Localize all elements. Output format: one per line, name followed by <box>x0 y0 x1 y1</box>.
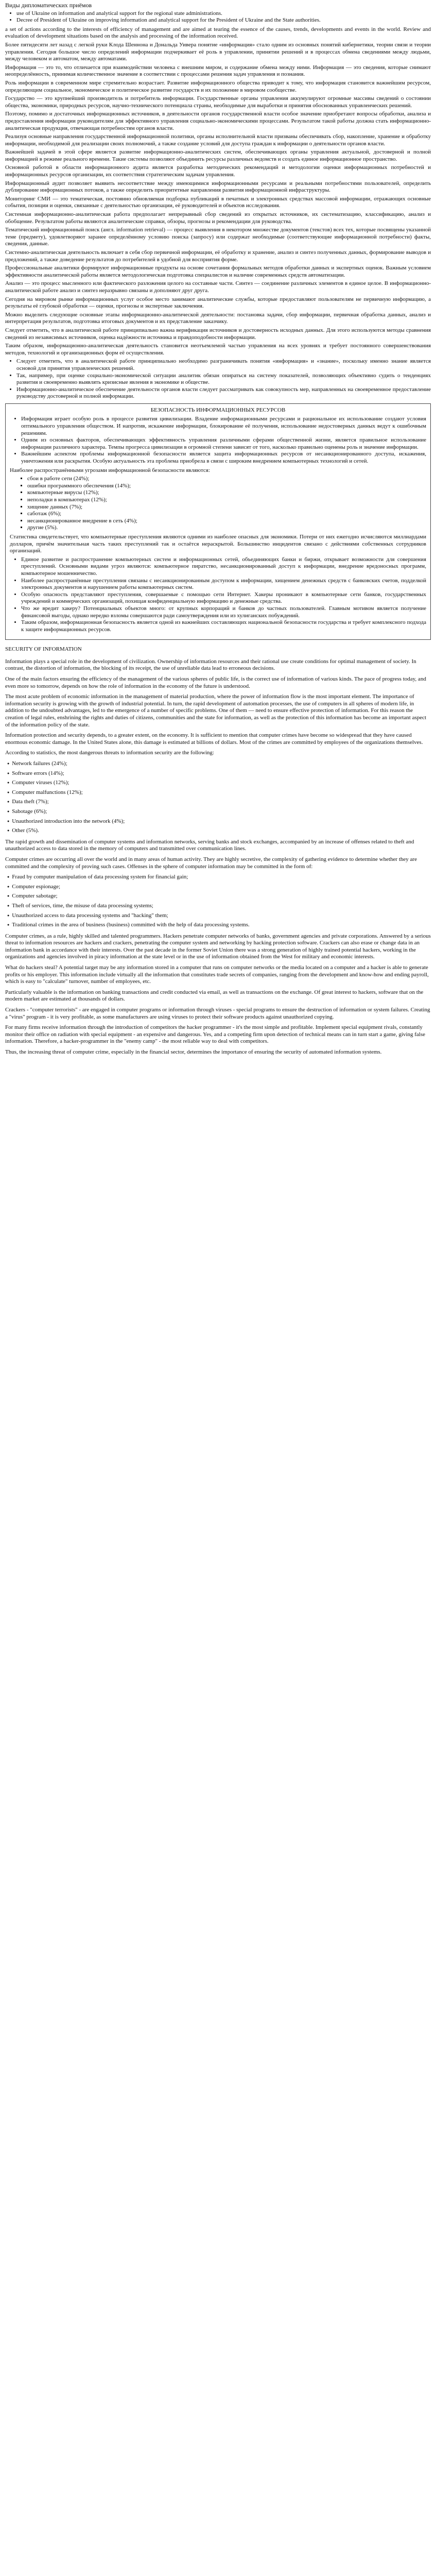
box-middle-text: Наиболее распространёнными угрозами информационной безопасности являются: <box>10 467 210 473</box>
paragraph: Мониторинг СМИ — это тематическая, постоянно обновляемая подборка публикаций в печатных и электронных средствах массовой информации, отражающих основные события, позиции и оценки, связанные с деятельностью организации, её руководителей и объектов исследования. <box>5 195 431 209</box>
paragraph: According to statistics, the most dangerous threats to information security are the following: <box>5 750 214 756</box>
paragraph: Основной работой в области информационного аудита является разработка методических рекомендаций и методологии оценки информационных потребностей и информационных ресурсов организации, их соответствия стратегическим задачам управления. <box>5 164 431 178</box>
paragraph: Системно-аналитическая деятельность включает в себя сбор первичной информации, её обработку и хранение, анализ и синтез полученных данных, формирование выводов и предложений, а также доведение результатов до потребителей в удобной для восприятия форме. <box>5 249 431 263</box>
list-item: ● Computer malfunctions (12%); <box>7 789 431 796</box>
intro-bullets <box>5 10 431 24</box>
list-item: • Decree of President of Ukraine on improving information and analytical support for the President of Ukraine and the State authorities. <box>16 17 431 24</box>
threat-item: ▪ неполадки в компьютерах (12%); <box>27 497 426 504</box>
paragraph: Государство — это крупнейший производитель и потребитель информации. Государственные органы управления аккумулируют огромные массивы сведений о состоянии общества, экономики, природных ресурсов, научно-технического потенциала страны, необходимые для выработки и принятия обоснованных управленческих решений. <box>5 95 431 109</box>
list-item: • Таким образом, информационная безопасность является одной из важнейших составляющих национальной безопасности государства и требует комплексного подхода к защите информационных ресурсов. <box>21 619 426 633</box>
list-item: ● Other (5%). <box>7 827 431 835</box>
paragraph: Можно выделить следующие основные этапы информационно-аналитической деятельности: постановка задачи, сбор информации, первичная обработка данных, анализ и интерпретация результатов, подготовка итоговых документов и их представление заказчику. <box>5 311 431 325</box>
paragraph: Crackers - "computer terrorists" - are engaged in computer programs or information through viruses - special programs to ensure the destruction of information or system failures. Creating a "virus" program - it is very profitable, as some manufacturers are using viruses to protect their software products against unauthorized copying. <box>5 1007 430 1020</box>
list-item: ● Computer espionage; <box>7 884 431 891</box>
list-item: • Информация играет особую роль в процессе развития цивилизации. Владение информационными ресурсами и рациональное их использование создают условия оптимального управления обществом. И напротив, искажение информации, блокирование её получения, использование недостоверных данных ведут к ошибочным решениям. <box>21 416 426 437</box>
list-item: ● Unauthorized access to data processing systems and "hacking" them; <box>7 912 431 920</box>
list-item: • Единое развитие и распространение компьютерных систем и информационных сетей, объединяющих банки и биржи, открывает возможности для совершения преступлений. Основными видами угроз являются: компьютерное пиратство, несанкционированный доступ к информации, внедрение вредоносных программ, компьютерное мошенничество. <box>21 556 426 578</box>
paragraph: Information protection and security depends, to a greater extent, on the economy. It is sufficient to mention that computer crimes have become so widespread that they have caused enormous economic damage. In the United States alone, this damage is estimated at billions of dollars. Most of the crimes are committed by employees of the organizations themselves. <box>5 732 423 745</box>
list-item: ● Data theft (7%); <box>7 799 431 806</box>
paragraph: Реализуя основные направления государственной информационной политики, органы исполнительной власти призваны обеспечивать сбор, накопление, хранение и обработку информации, необходимой для реализации своих полномочий, а также создание условий для доступа граждан к информации о деятельности органов власти. <box>5 133 431 147</box>
paragraph: Информация — это то, что отличается при взаимодействии человека с внешним миром, и содержание обмена между ними. Информация — это сведения, которые снимают неопределённость, принимая количественное значение в соответствии с процессами решения задач управления и познания. <box>5 64 431 78</box>
paragraph: Следует отметить, что в аналитической работе принципиально важна верификация источников и достоверность исходных данных. Для этого используются методы сравнения сведений из независимых источников, оценка надёжности источника и правдоподобности информации. <box>5 327 431 341</box>
paragraph: Computer crimes, as a rule, highly skilled and talented programmers. Hackers penetrate computer networks of banks, government agencies and private corporations. Answered by a serious threat to information resources are hackers and crackers, penetrating the computer system and networking by hacking protection software. Crackers can also erase or change data in an information bank in accordance with their interests. Over the past decade in the former Soviet Union there was a strong generation of highly trained potential hackers, working in the organizations and agencies involved in piracy information at the state level or in the use of information obtained from the West for military and economic interests. <box>5 933 431 960</box>
paragraph: Анализ — это процесс мысленного или фактического разложения целого на составные части. Синтез — соединение различных элементов в единое целое. В информационно-аналитической работе анализ и синтез неразрывно связаны и дополняют друг друга. <box>5 280 431 294</box>
threat-item: ▪ саботаж (6%); <box>27 511 426 518</box>
list-item: • Наиболее распространённые преступления связаны с несанкционированным доступом к информации, хищением денежных средств с банковских счетов, подделкой электронных документов и нарушением работы компьютерных систем. <box>21 578 426 591</box>
paragraph: Таким образом, информационно-аналитическая деятельность становится неотъемлемой частью управления на всех уровнях и требует постоянного совершенствования методов, технологий и организационных форм её осуществления. <box>5 343 431 356</box>
paragraph: Тематический информационный поиск (англ. information retrieval) — процесс выявления в некотором множестве документов (текстов) всех тех, которые посвящены указанной теме (предмету), удовлетворяют заранее определённому условию поиска (запросу) или содержат необходимые (соответствующие информационной потребности) факты, сведения, данные. <box>5 227 431 247</box>
box-title: БЕЗОПАСНОСТЬ ИНФОРМАЦИОННЫХ РЕСУРСОВ <box>150 406 286 413</box>
section-title: SECURITY OF INFORMATION <box>5 646 82 653</box>
list-item: ● Fraud by computer manipulation of data processing system for financial gain; <box>7 874 431 881</box>
list-item: • Информационно-аналитическое обеспечение деятельности органов власти следует рассматривать как совокупность мер, направленных на своевременное предоставление руководству достоверной и полной информации. <box>16 386 431 400</box>
list-item: ● Unauthorized introduction into the network (4%); <box>7 818 431 825</box>
list-item: ● Sabotage (6%); <box>7 808 431 816</box>
list-item: • Особую опасность представляют преступления, совершаемые с помощью сети Интернет. Хакеры проникают в компьютерные сети банков, государственных учреждений и коммерческих организаций, похищая конфиденциальную информацию и денежные средства. <box>21 591 426 605</box>
security-box <box>5 403 431 640</box>
paragraph: Профессиональные аналитики формируют информационные продукты на основе сочетания формальных методов обработки данных и экспертных оценок. Важным условием эффективности аналитической работы является методологическая подготовка специалистов и наличие современных средств автоматизации. <box>5 265 431 278</box>
paragraph: Более пятидесяти лет назад с легкой руки Клода Шеннона и Дональда Уивера понятие «информация» стало одним из основных понятий кибернетики, теории связи и теории управления. Сегодня большое число определений информации подчеркивает её роль в управлении, принятии решений и в процессах обмена сведениями между людьми, между человеком и автоматом, между автоматами. <box>5 41 431 62</box>
list-item: • Что же вредит хакеру? Потенциальных объектов много: от крупных корпораций и банков до частных пользователей. Главным мотивом является получение финансовой выгоды, однако нередко взломы совершаются ради самоутверждения или из хулиганских побуждений. <box>21 605 426 619</box>
list-item: ● Network failures (24%); <box>7 760 431 768</box>
list-item: • use of Ukraine on information and analytical support for the regional state administrations. <box>16 10 431 18</box>
page-title: Виды дипломатических приёмов <box>5 2 92 9</box>
paragraph: For many firms receive information through the introduction of competitors the hacker programmer - it's the most simple and profitable. Implement special equipment rivals, constantly monitor their office on radiation with special equipment - an expensive and dangerous. Yes, and a competing firm upon detection of technical means can in turn start a game, giving false information. Therefore, a hacker-programmer in the "enemy camp" - the most reliable way to deal with competitors. <box>5 1024 426 1045</box>
paragraph: Важнейшей задачей в этой сфере является развитие информационно-аналитических систем, обеспечивающих органы управления актуальной, достоверной и полной информацией в режиме реального времени. Такие системы позволяют объединить ресурсы различных ведомств и создать единое информационное пространство. <box>5 149 431 162</box>
paragraph: Системная информационно-аналитическая работа предполагает непрерывный сбор сведений из открытых источников, их систематизацию, классификацию, анализ и обобщение. Результатом работы являются аналитические справки, обзоры, прогнозы и рекомендации для руководства. <box>5 211 431 225</box>
threat-item: ▪ сбои в работе сети (24%); <box>27 476 426 483</box>
list-item: • Следует отметить, что в аналитической работе принципиально необходимо разграничивать понятия «информация» и «знание», поскольку именно знание является основой для принятия управленческих решений. <box>16 358 431 372</box>
list-item: ● Theft of services, time, the misuse of data processing systems; <box>7 903 431 910</box>
crimes-list <box>5 874 431 929</box>
box-bullets-after <box>10 556 426 634</box>
threat-item: ▪ хищение данных (7%); <box>27 504 426 511</box>
paragraph: a set of actions according to the interests of efficiency of management and are aimed at tearing the essence of the causes, trends, developments and events in the world. Review and evaluation of development situations based on the analysis and processing of the information received. <box>5 26 431 40</box>
page <box>0 0 436 1070</box>
paragraph: The rapid growth and dissemination of computer systems and information networks, serving banks and stock exchanges, accompanied by an increase of offenses related to theft and unauthorized access to data stored in the memory of computers and transmitted over communication lines. <box>5 838 414 852</box>
paragraph: What do hackers steal? A potential target may be any information stored in a computer that runs on computer networks or the media located on a computer and a hacker is able to generate profits or his employer. This information include virtually all the information that constitutes trade secrets of companies, ranging from the development and know-how and ending payroll, which is easy to "calculate" turnover, number of employees, etc. <box>5 964 429 985</box>
box-bullets <box>10 416 426 465</box>
list-item: • Одним из основных факторов, обеспечивающих эффективность управления различными сферами общественной жизни, является правильное использование информации различного характера. Темпы прогресса цивилизации в огромной степени зависят от того, насколько правильно оценены роль и значение информации. <box>21 437 426 451</box>
english-section <box>5 646 431 1056</box>
list-item: ● Computer viruses (12%); <box>7 779 431 787</box>
paragraph: Сегодня на мировом рынке информационных услуг особое место занимают аналитические службы, которые предоставляют пользователям не первичную информацию, а результаты её глубокой обработки — оценки, прогнозы и экспертные заключения. <box>5 296 431 310</box>
paragraph: Thus, the increasing threat of computer crime, especially in the financial sector, determines the importance of ensuring the security of automated information systems. <box>5 1049 382 1055</box>
paragraph: Information plays a special role in the development of civilization. Ownership of information resources and their rational use create conditions for optimal management of society. In contrast, the distortion of information, the blocking of its receipt, the use of unreliable data lead to erroneous decisions. <box>5 658 416 672</box>
paragraph: Particularly valuable is the information on banking transactions and credit conducted via email, as well as transactions on the exchange. Of great interest to hackers, software that on the modern market are estimated at thousands of dollars. <box>5 989 424 1003</box>
mid-bullets <box>5 358 431 400</box>
paragraph: Поэтому, помимо и достаточных информационных источников, в деятельности органов государственной власти особое значение приобретают вопросы обработки, анализа и предоставления информации руководителям для эффективного управления социально-экономическими процессами. Результатом такой работы должна стать информационно-аналитическая продукция, отвечающая потребностям органов власти. <box>5 111 431 131</box>
threat-list <box>10 476 426 532</box>
list-item: ● Computer sabotage; <box>7 893 431 900</box>
list-item: • Важнейшим аспектом проблемы информационной безопасности является защита информационных ресурсов от несанкционированного доступа, искажения, уничтожения или раскрытия. Особую актуальность эта проблема приобрела в связи с широким внедрением компьютерных технологий и сетей. <box>21 451 426 465</box>
list-item: ● Software errors (14%); <box>7 770 431 777</box>
paragraph: The most acute problem of economic information in the management of material production, where the power of information flow is the most important element. The importance of information security is growing with the growth of industrial potential. In turn, the rapid development of automation processes, the use of computers in all spheres of modern life, in addition to the undoubted advantages, led to the emergence of a number of specific problems. One of them — need to ensure effective protection of information. For this reason the creation of legal rules, enshrining the rights and duties of citizens, communities and the state for information, as well as the protection of this information has become an important aspect of the information policy of the state. <box>5 693 427 728</box>
ru-paragraphs <box>5 26 431 357</box>
threat-item: ▪ ошибки программного обеспечения (14%); <box>27 483 426 490</box>
threat-item: ▪ компьютерные вирусы (12%); <box>27 489 426 497</box>
paragraph: Роль информации в современном мире стремительно возрастает. Развитие информационного общества приводит к тому, что информация становится важнейшим ресурсом, определяющим социальное, экономическое и политическое развитие государств и их положение в мировом сообществе. <box>5 79 431 93</box>
paragraph: Computer crimes are occurring all over the world and in many areas of human activity. They are highly secretive, the complexity of gathering evidence to determine whether they are committed and the complexity of proving such cases. Offenses in the sphere of computer information may be committed in the form of: <box>5 856 417 870</box>
box-after-paragraph: Статистика свидетельствует, что компьютерные преступления являются одними из наиболее опасных для экономики. Потери от них ежегодно исчисляются миллиардами долларов, причём значительная часть таких преступлений так и остаётся нераскрытой. Большинство инцидентов связано с действиями собственных сотрудников организаций. <box>10 533 426 554</box>
paragraph: One of the main factors ensuring the efficiency of the management of the various spheres of public life, is the correct use of information of various kinds. The pace of progress today, and even more so tomorrow, depends on how the role of information in the economy of the future is understood. <box>5 676 426 689</box>
list-item: • Так, например, при оценке социально-экономической ситуации аналитик обязан опираться на систему показателей, позволяющих объективно судить о тенденциях развития и своевременно выявлять кризисные явления в экономике и обществе. <box>16 372 431 386</box>
threat-item: ▪ несанкционированное внедрение в сеть (4%); <box>27 518 426 525</box>
paragraph: Информационный аудит позволяет выявить несоответствие между имеющимися информационными ресурсами и реальными потребностями пользователей, определить дублирование информационных потоков, а также определить приоритетные направления развития информационной инфраструктуры. <box>5 180 431 194</box>
threat-item: ▪ другие (5%). <box>27 524 426 532</box>
threats-list <box>5 760 431 835</box>
list-item: ● Traditional crimes in the area of business (business) committed with the help of data processing systems. <box>7 922 431 929</box>
